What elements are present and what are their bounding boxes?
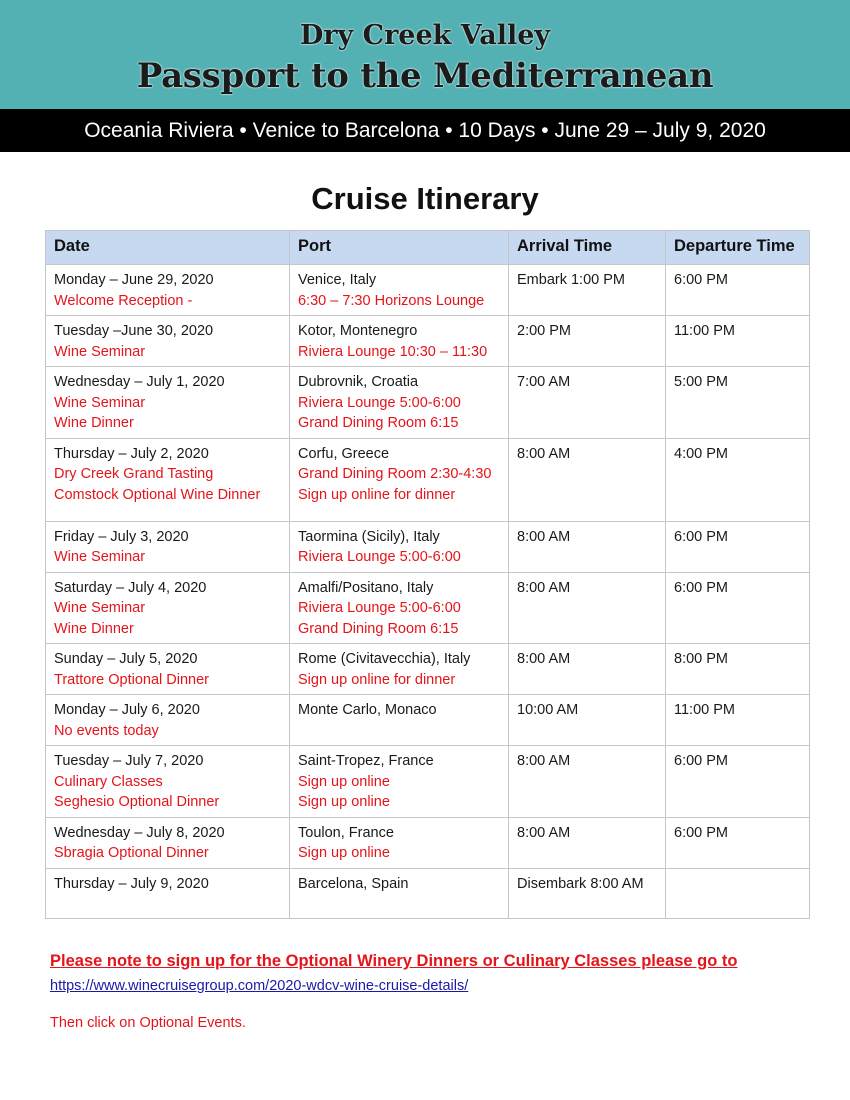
date-cell-event: Wine Seminar (54, 343, 146, 360)
port-cell (290, 521, 509, 572)
port-cell-event: Sign up online (298, 794, 390, 810)
date-cell-event: No events today (54, 722, 159, 739)
date-cell (46, 572, 290, 644)
arrival-cell-text: 2:00 PM (517, 323, 571, 339)
departure-cell-text: 11:00 PM (674, 702, 735, 718)
itinerary-table (45, 230, 810, 919)
departure-cell (666, 644, 810, 695)
date-cell-event: Wine Dinner (54, 415, 134, 431)
table-row (46, 695, 810, 746)
arrival-cell (509, 572, 666, 644)
date-cell-text: Friday – July 3, 2020 (54, 528, 189, 545)
arrival-cell (509, 438, 666, 521)
date-cell (46, 438, 290, 521)
port-cell-event: Grand Dining Room 6:15 (298, 620, 459, 637)
port-cell-text: Barcelona, Spain (298, 875, 409, 892)
port-cell (290, 695, 509, 746)
date-cell-event: Comstock Optional Wine Dinner (54, 486, 261, 503)
port-cell-text: Kotor, Montenegro (298, 323, 418, 339)
table-row (46, 521, 810, 572)
date-cell-event: Culinary Classes (54, 773, 163, 790)
arrival-cell (509, 316, 666, 367)
date-cell-event: Seghesio Optional Dinner (54, 794, 220, 810)
arrival-cell-text: 7:00 AM (517, 374, 571, 390)
port-cell (290, 265, 509, 316)
date-cell (46, 746, 290, 818)
port-cell-text: Rome (Civitavecchia), Italy (298, 651, 471, 667)
column-header-date: Date (46, 231, 290, 265)
port-cell (290, 572, 509, 644)
date-cell-text: Tuesday – July 7, 2020 (54, 753, 204, 769)
arrival-cell (509, 817, 666, 868)
port-cell-event: Grand Dining Room 2:30-4:30 (298, 466, 492, 482)
signup-note: Please note to sign up for the Optional Winery Dinners or Culinary Classes please go to (50, 952, 738, 970)
page-title: Cruise Itinerary (311, 181, 539, 216)
port-cell-event: Riviera Lounge 5:00-6:00 (298, 600, 461, 616)
departure-cell-text: 6:00 PM (674, 272, 728, 288)
port-cell-text: Venice, Italy (298, 272, 377, 288)
arrival-cell-text: 8:00 AM (517, 753, 571, 769)
port-cell-text: Taormina (Sicily), Italy (298, 528, 440, 545)
arrival-cell (509, 521, 666, 572)
date-cell (46, 868, 290, 918)
table-row (46, 644, 810, 695)
date-cell-text: Tuesday –June 30, 2020 (54, 323, 214, 339)
table-row (46, 438, 810, 521)
date-cell (46, 265, 290, 316)
arrival-cell (509, 265, 666, 316)
departure-cell (666, 572, 810, 644)
date-cell-text: Thursday – July 2, 2020 (54, 445, 209, 462)
banner-subtitle: Oceania Riviera • Venice to Barcelona • 10 Days • June 29 – July 9, 2020 (0, 109, 850, 152)
departure-cell-text: 6:00 PM (674, 579, 728, 596)
column-header-arrival: Arrival Time (509, 231, 666, 265)
date-cell-event: Welcome Reception - (54, 292, 193, 309)
departure-cell (666, 695, 810, 746)
port-cell (290, 644, 509, 695)
table-row (46, 572, 810, 644)
port-cell-text: Dubrovnik, Croatia (298, 374, 419, 390)
port-cell-text: Corfu, Greece (298, 445, 390, 462)
port-cell-event: Sign up online (298, 773, 390, 790)
departure-cell (666, 521, 810, 572)
arrival-cell-text: Embark 1:00 PM (517, 272, 625, 288)
port-cell-text: Monte Carlo, Monaco (298, 702, 437, 718)
table-row (46, 868, 810, 918)
port-cell-event: Sign up online (298, 845, 390, 861)
arrival-cell (509, 868, 666, 918)
port-cell (290, 817, 509, 868)
port-cell-event: Riviera Lounge 5:00-6:00 (298, 549, 461, 565)
arrival-cell-text: 8:00 AM (517, 528, 571, 545)
departure-cell (666, 817, 810, 868)
date-cell (46, 316, 290, 367)
departure-cell (666, 438, 810, 521)
arrival-cell-text: 10:00 AM (517, 702, 579, 718)
arrival-cell-text: 8:00 AM (517, 824, 571, 841)
port-cell (290, 746, 509, 818)
date-cell-text: Thursday – July 9, 2020 (54, 875, 209, 892)
banner-title-line2: Passport to the Mediterranean (136, 56, 714, 96)
departure-cell-text: 6:00 PM (674, 824, 728, 841)
port-cell-text: Toulon, France (298, 824, 394, 841)
date-cell (46, 817, 290, 868)
departure-cell (666, 367, 810, 439)
date-cell-event: Wine Seminar (54, 600, 146, 616)
port-cell (290, 438, 509, 521)
port-cell (290, 316, 509, 367)
arrival-cell (509, 367, 666, 439)
date-cell-text: Saturday – July 4, 2020 (54, 579, 207, 596)
port-cell-text: Amalfi/Positano, Italy (298, 579, 434, 596)
date-cell (46, 695, 290, 746)
departure-cell-text: 11:00 PM (674, 323, 735, 339)
arrival-cell-text: 8:00 AM (517, 445, 571, 462)
port-cell-event: Sign up online for dinner (298, 486, 456, 503)
arrival-cell-text: 8:00 AM (517, 579, 571, 596)
date-cell-event: Dry Creek Grand Tasting (54, 466, 214, 482)
table-row (46, 367, 810, 439)
table-row (46, 316, 810, 367)
banner-title-line1: Dry Creek Valley (299, 20, 551, 51)
port-cell-event: Riviera Lounge 5:00-6:00 (298, 394, 461, 411)
date-cell-event: Trattore Optional Dinner (54, 671, 210, 688)
port-cell-event: 6:30 – 7:30 Horizons Lounge (298, 292, 485, 309)
date-cell-event: Wine Seminar (54, 394, 146, 411)
column-header-port: Port (290, 231, 509, 265)
date-cell-event: Wine Seminar (54, 549, 146, 565)
date-cell-text: Sunday – July 5, 2020 (54, 651, 198, 667)
header-banner (0, 0, 850, 109)
details-link[interactable]: https://www.winecruisegroup.com/2020-wdcv-wine-cruise-details/ (50, 978, 469, 994)
arrival-cell-text: 8:00 AM (517, 651, 571, 667)
date-cell-text: Monday – June 29, 2020 (54, 272, 214, 288)
table-row (46, 817, 810, 868)
table-header-row (46, 231, 810, 265)
table-row (46, 265, 810, 316)
table-row (46, 746, 810, 818)
date-cell-event: Sbragia Optional Dinner (54, 845, 209, 861)
date-cell (46, 367, 290, 439)
port-cell-text: Saint-Tropez, France (298, 753, 434, 769)
date-cell-event: Wine Dinner (54, 620, 134, 637)
arrival-cell (509, 746, 666, 818)
optional-events-instruction: Then click on Optional Events. (50, 1015, 246, 1031)
port-cell-event: Riviera Lounge 10:30 – 11:30 (298, 343, 488, 360)
departure-cell-text: 5:00 PM (674, 374, 728, 390)
departure-cell (666, 746, 810, 818)
departure-cell-text: 8:00 PM (674, 651, 728, 667)
date-cell-text: Wednesday – July 8, 2020 (54, 824, 225, 841)
port-cell (290, 367, 509, 439)
date-cell (46, 644, 290, 695)
column-header-departure: Departure Time (666, 231, 810, 265)
port-cell-event: Grand Dining Room 6:15 (298, 415, 459, 431)
date-cell (46, 521, 290, 572)
departure-cell (666, 265, 810, 316)
date-cell-text: Monday – July 6, 2020 (54, 702, 200, 718)
departure-cell-text: 6:00 PM (674, 753, 728, 769)
arrival-cell (509, 644, 666, 695)
departure-cell (666, 316, 810, 367)
departure-cell-text: 6:00 PM (674, 528, 728, 545)
arrival-cell (509, 695, 666, 746)
date-cell-text: Wednesday – July 1, 2020 (54, 374, 225, 390)
port-cell (290, 868, 509, 918)
arrival-cell-text: Disembark 8:00 AM (517, 875, 644, 892)
departure-cell (666, 868, 810, 918)
port-cell-event: Sign up online for dinner (298, 671, 456, 688)
departure-cell-text: 4:00 PM (674, 445, 728, 462)
